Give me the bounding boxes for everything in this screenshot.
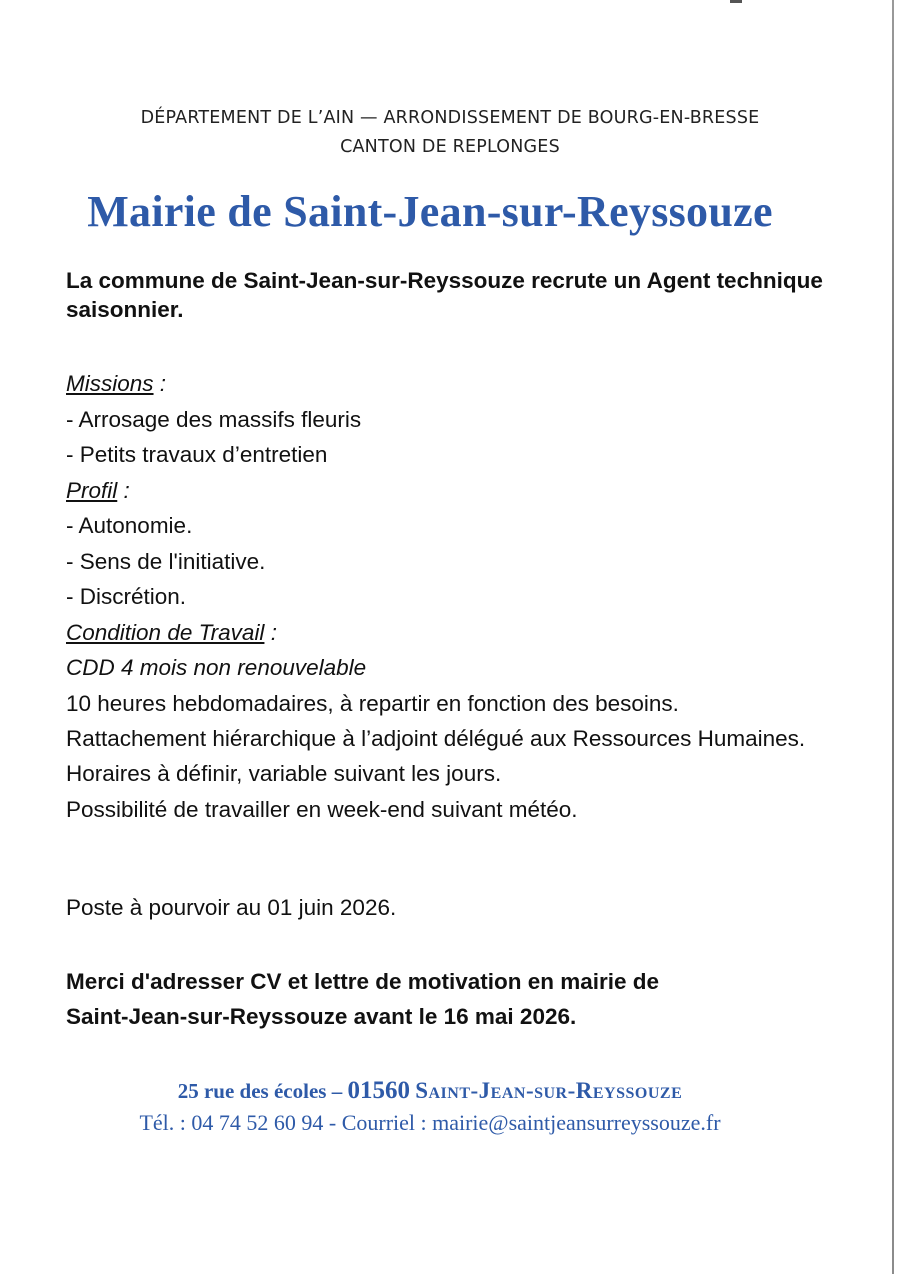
- scan-edge: [892, 0, 894, 1274]
- postal-code: 01560: [347, 1077, 410, 1104]
- intro-text: La commune de Saint-Jean-sur-Reyssouze recrute un Agent technique saisonnier.: [66, 268, 823, 322]
- footer-address: [0, 1076, 860, 1106]
- contract-type: CDD 4 mois non renouvelable: [66, 655, 367, 680]
- merci-line-1: Merci d'adresser CV et lettre de motivation en mairie de: [66, 969, 660, 994]
- footer-phone-email: Tél. : 04 74 52 60 94 - Courriel : mairie@saintjeansurreyssouze.fr: [139, 1110, 721, 1135]
- profil-item: - Discrétion.: [66, 584, 187, 609]
- profil-item: - Sens de l'initiative.: [66, 548, 266, 574]
- application-instructions: [66, 964, 826, 1034]
- mission-item: - Petits travaux d’entretien: [66, 442, 328, 467]
- condition-item: Possibilité de travailler en week-end suivant météo.: [66, 796, 578, 822]
- condition-item: Rattachement hiérarchique à l’adjoint délégué aux Ressources Humaines.: [66, 726, 806, 751]
- header-line-2: CANTON DE REPLONGES: [340, 137, 560, 157]
- missions-heading: Missions :: [66, 371, 167, 396]
- condition-item: Horaires à définir, variable suivant les jours.: [66, 761, 502, 786]
- start-date: Poste à pourvoir au 01 juin 2026.: [66, 895, 397, 920]
- street-address: 25 rue des écoles –: [177, 1079, 343, 1103]
- job-details: [66, 366, 826, 827]
- page-title: Mairie de Saint-Jean-sur-Reyssouze: [87, 187, 773, 236]
- city-name: Saint-Jean-sur-Reyssouze: [415, 1078, 683, 1103]
- department-header: [0, 104, 900, 162]
- scan-mark: [730, 0, 742, 3]
- merci-line-2: Saint-Jean-sur-Reyssouze avant le 16 mai 2026.: [66, 1004, 577, 1029]
- profil-heading: Profil :: [66, 477, 130, 503]
- header-line-1: DÉPARTEMENT DE L’AIN — ARRONDISSEMENT DE BOURG-EN-BRESSE: [140, 108, 760, 128]
- profil-item: - Autonomie.: [66, 513, 193, 538]
- condition-heading: Condition de Travail :: [66, 619, 277, 645]
- condition-item: 10 heures hebdomadaires, à repartir en fonction des besoins.: [66, 690, 679, 716]
- mission-item: - Arrosage des massifs fleuris: [66, 406, 362, 432]
- footer-contact: [0, 1076, 860, 1138]
